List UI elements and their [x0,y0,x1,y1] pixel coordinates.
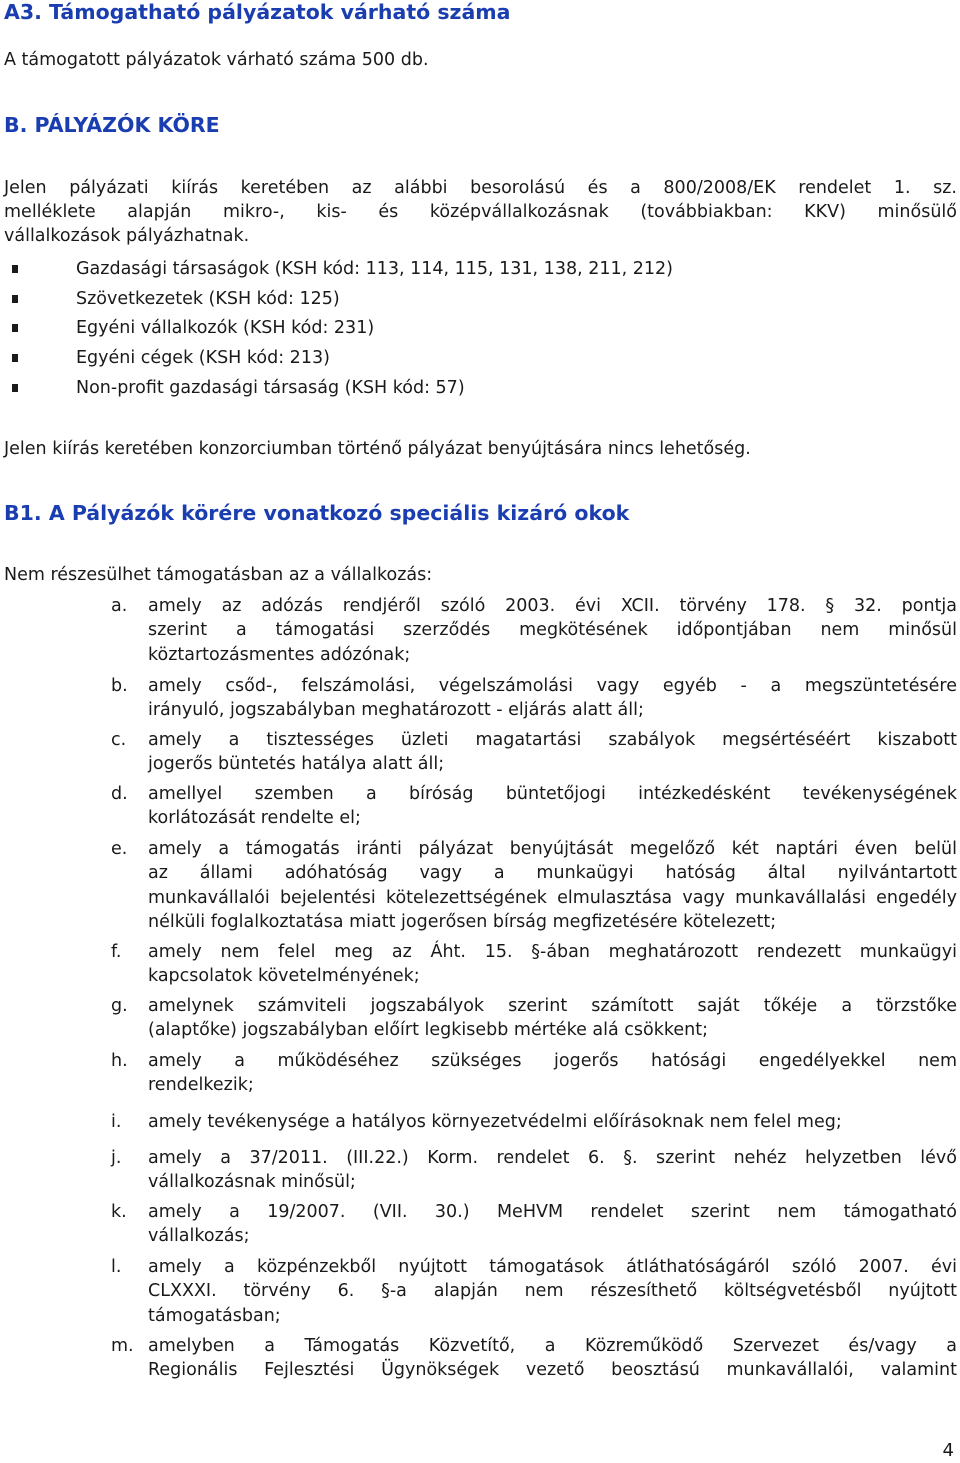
bullet-text: Egyéni vállalkozók (KSH kód: 231) [76,318,375,338]
item-letter: j. [111,1148,122,1168]
item-letter: c. [111,730,127,750]
item-line: szerint a támogatási szerződés megkötésének időpontjában nem minősül [148,620,957,641]
item-line: vállalkozásnak minősül; [148,1172,356,1193]
item-letter: k. [111,1202,127,1222]
item-line: támogatásban; [148,1305,281,1326]
intro-line: melléklete alapján mikro-, kis- és középvállalkozásnak (továbbiakban: KKV) minősülő [4,202,957,222]
square-bullet-icon [12,354,18,362]
item-line: CLXXXI. törvény 6. §-a alapján nem részesíthető költségvetésből nyújtott [148,1281,957,1302]
item-line: amelyben a Támogatás Közvetítő, a Közreműködő Szervezet és/vagy a [148,1336,957,1356]
item-line: amely a működéséhez szükséges jogerős hatósági engedélyekkel nem [148,1051,957,1071]
item-letter: h. [111,1051,128,1071]
section-heading-b: B. PÁLYÁZÓK KÖRE [4,113,220,137]
item-line: jogerős büntetés hatálya alatt áll; [148,754,445,775]
item-line: amelynek számviteli jogszabályok szerint számított saját tőkéje a törzstőke [148,996,957,1016]
item-letter: d. [111,784,128,804]
square-bullet-icon [12,384,18,392]
bullet-text: Egyéni cégek (KSH kód: 213) [76,348,330,368]
exclusion-intro: Nem részesülhet támogatásban az a vállalkozás: [4,565,433,585]
page-number: 4 [942,1440,954,1461]
item-line: (alaptőke) jogszabályban előírt legkisebb mértéke alá csökkent; [148,1020,708,1041]
section-heading-a3: A3. Támogatható pályázatok várható száma [4,0,511,24]
item-line: amely a 19/2007. (VII. 30.) MeHVM rendelet szerint nem támogatható [148,1202,957,1222]
square-bullet-icon [12,265,18,273]
item-line: az állami adóhatóság vagy a munkaügyi hatóság által nyilvántartott [148,863,957,884]
item-letter: b. [111,676,128,696]
item-line: amely az adózás rendjéről szóló 2003. évi XCII. törvény 178. § 32. pontja [148,596,957,616]
item-line: amely nem felel meg az Áht. 15. §-ában meghatározott rendezett munkaügyi [148,942,957,962]
consortium-text: Jelen kiírás keretében konzorciumban történő pályázat benyújtására nincs lehetőség. [4,439,751,459]
bullet-text: Non-profit gazdasági társaság (KSH kód: 57) [76,378,465,398]
item-line: köztartozásmentes adózónak; [148,644,411,665]
item-line: munkavállalói bejelentési kötelezettségének elmulasztása vagy munkavállalási engedély [148,887,957,908]
intro-line: vállalkozások pályázhatnak. [4,226,250,246]
item-letter: e. [111,839,128,859]
section-heading-b1: B1. A Pályázók körére vonatkozó speciális kizáró okok [4,501,630,525]
bullet-text: Szövetkezetek (KSH kód: 125) [76,289,340,309]
item-line: amellyel szemben a bíróság büntetőjogi intézkedésként tevékenységének [148,784,957,804]
item-line: irányuló, jogszabályban meghatározott - eljárás alatt áll; [148,700,644,721]
item-letter: m. [111,1336,134,1356]
item-line: nélküli foglalkoztatása miatt jogerősen bírság megfizetésére kötelezett; [148,911,777,932]
item-line: Regionális Fejlesztési Ügynökségek vezető beosztású munkavállalói, valamint [148,1360,957,1381]
intro-paragraph [4,176,957,248]
item-line: rendelkezik; [148,1075,254,1096]
item-line: amely a tisztességes üzleti magatartási szabályok megsértéséért kiszabott [148,730,957,750]
item-letter: g. [111,996,128,1016]
item-letter: f. [111,942,122,962]
item-line: korlátozását rendelte el; [148,808,361,829]
item-letter: l. [111,1257,122,1277]
square-bullet-icon [12,295,18,303]
item-line: amely a támogatás iránti pályázat benyújtását megelőző két naptári éven belül [148,839,957,859]
item-line: amely a 37/2011. (III.22.) Korm. rendelet 6. §. szerint nehéz helyzetben lévő [148,1148,957,1168]
bullet-text: Gazdasági társaságok (KSH kód: 113, 114, 115, 131, 138, 211, 212) [76,259,673,279]
square-bullet-icon [12,324,18,332]
item-line: kapcsolatok követelményének; [148,966,420,987]
item-line: amely tevékenysége a hatályos környezetvédelmi előírásoknak nem felel meg; [148,1112,842,1132]
item-line: amely a közpénzekből nyújtott támogatások átláthatóságáról szóló 2007. évi [148,1257,957,1277]
a3-text: A támogatott pályázatok várható száma 500 db. [4,50,429,70]
intro-line: Jelen pályázati kiírás keretében az alábbi besorolású és a 800/2008/EK rendelet 1. sz. [4,178,957,198]
item-letter: a. [111,596,128,616]
item-line: amely csőd-, felszámolási, végelszámolási vagy egyéb - a megszüntetésére [148,676,957,696]
item-line: vállalkozás; [148,1226,250,1247]
item-letter: i. [111,1112,122,1132]
